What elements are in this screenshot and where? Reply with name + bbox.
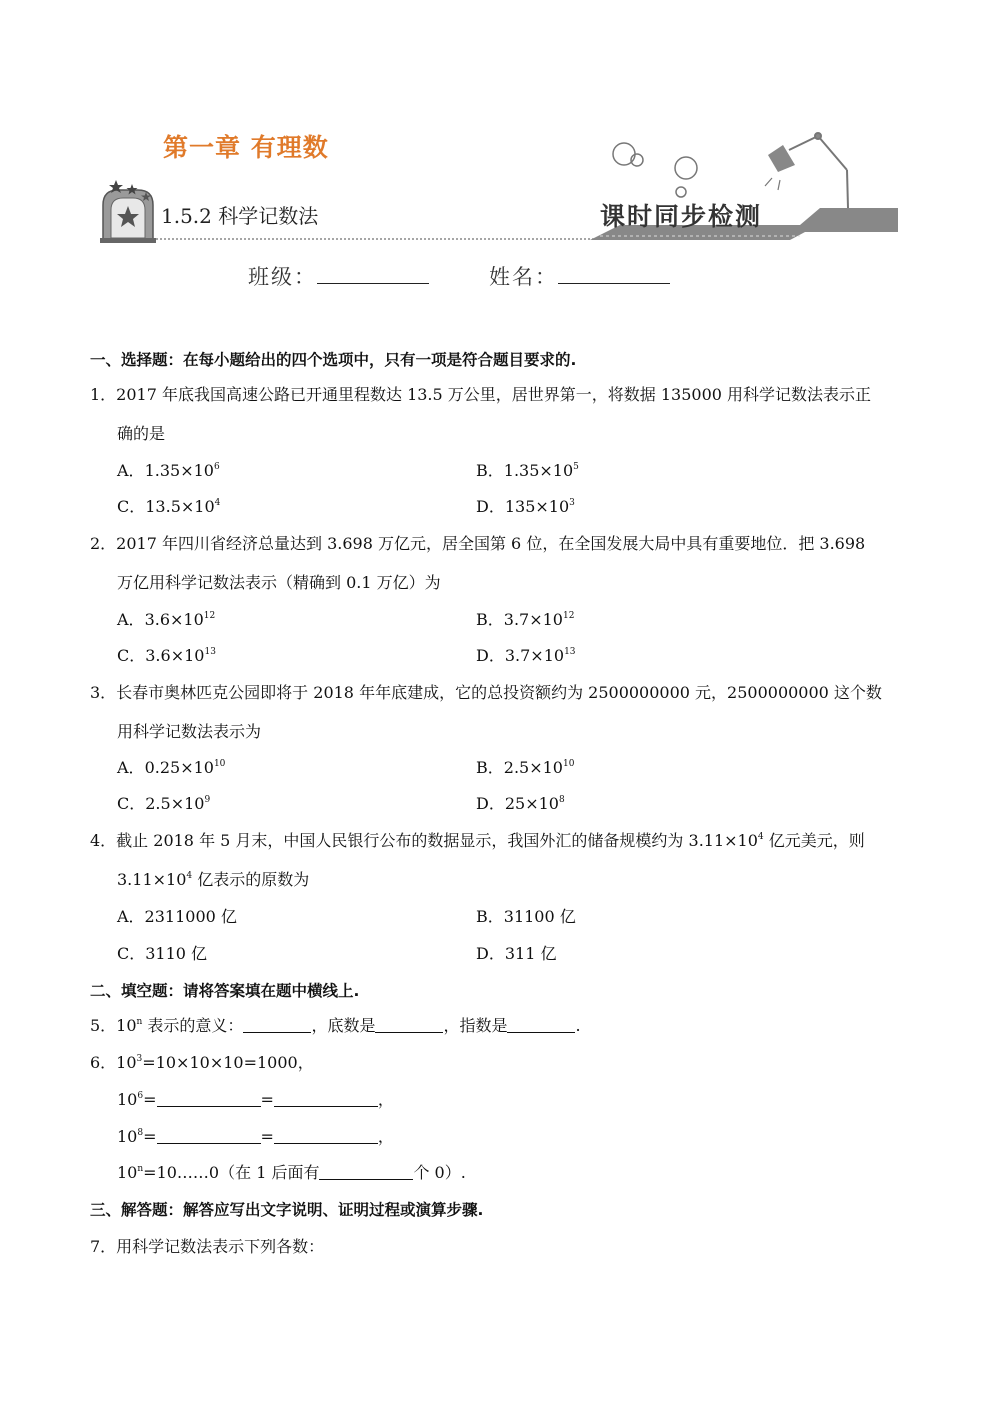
q4-option-d[interactable]: D．311 亿 [476, 944, 557, 963]
q5-blank-meaning[interactable] [243, 1016, 311, 1033]
q4-line2-post: 亿表示的原数为 [192, 870, 310, 889]
q4-line2-exp: 4 [186, 871, 193, 881]
q1-option-c[interactable] [117, 496, 220, 518]
q3-option-a-label: A． [117, 758, 145, 777]
q2-option-c[interactable] [117, 645, 216, 667]
q1-option-a-exp: 6 [213, 462, 220, 472]
q3-option-b[interactable] [476, 757, 574, 779]
q2-option-c-exp: 13 [204, 647, 216, 657]
q2-option-d-label: D． [476, 646, 505, 665]
q6-l3-exp: 8 [137, 1128, 144, 1138]
class-blank[interactable] [317, 263, 429, 284]
q6-l3-eq1: = [143, 1127, 157, 1146]
q4-line1-pre: 4．截止 2018 年 5 月末，中国人民银行公布的数据显示，我国外汇的储备规模约为 3.11×10 [90, 831, 758, 850]
q6-l2-comma: ， [377, 1090, 394, 1109]
q2-option-a-base: 3.6×10 [144, 610, 204, 629]
question-7-text: 7．用科学记数法表示下列各数： [90, 1237, 325, 1256]
section-heading-fill: 二、填空题：请将答案填在题中横线上. [90, 982, 360, 1000]
class-field [248, 261, 429, 291]
q6-l4-blank[interactable] [319, 1163, 413, 1180]
q6-l3-blank-2[interactable] [274, 1127, 378, 1144]
q1-option-c-label: C． [117, 497, 146, 516]
q3-option-d[interactable] [476, 793, 565, 815]
q6-l1-exp: 3 [136, 1054, 143, 1064]
q5-t1: 表示的意义： [142, 1016, 244, 1035]
q3-option-d-exp: 8 [558, 795, 565, 805]
q4-option-c[interactable]: C．3110 亿 [117, 944, 208, 963]
q4-option-b[interactable]: B．31100 亿 [476, 907, 576, 926]
q2-option-b-exp: 12 [562, 611, 575, 621]
q1-option-d-base: 135×10 [504, 497, 570, 516]
question-6-line-4 [117, 1162, 466, 1184]
question-1-text-cont: 确的是 [117, 424, 166, 443]
question-2-text-cont: 万亿用科学记数法表示（精确到 0.1 万亿）为 [117, 573, 441, 592]
q1-option-a-label: A． [117, 461, 145, 480]
q5-t4: . [575, 1016, 581, 1035]
q6-l2-blank-1[interactable] [157, 1090, 261, 1107]
q6-l3-base: 10 [117, 1127, 138, 1146]
q6-l2-eq2: = [260, 1090, 274, 1109]
q1-option-d[interactable] [476, 496, 575, 518]
q4-line1-exp: 4 [757, 832, 764, 842]
q5-pre: 5．10 [90, 1016, 137, 1035]
q3-option-d-base: 25×10 [504, 794, 559, 813]
q1-option-a-base: 1.35×10 [144, 461, 214, 480]
q6-l2-blank-2[interactable] [274, 1090, 378, 1107]
q3-option-c[interactable] [117, 793, 210, 815]
q2-option-d-base: 3.7×10 [504, 646, 565, 665]
question-3-text: 3．长春市奥林匹克公园即将于 2018 年年底建成，它的总投资额约为 2500000000 元，2500000000 这个数 [90, 683, 882, 702]
question-4-text [90, 830, 865, 852]
desk-lamp-icon [765, 133, 848, 208]
name-field [489, 261, 670, 291]
header-decoration [0, 0, 993, 300]
q5-blank-base[interactable] [375, 1016, 443, 1033]
q6-l4-mid: =10……0（在 1 后面有 [143, 1163, 320, 1182]
q2-option-d[interactable] [476, 645, 576, 667]
q1-option-b-base: 1.35×10 [503, 461, 574, 480]
section-title: 1.5.2 科学记数法 [161, 204, 319, 228]
q2-option-a[interactable] [117, 609, 215, 631]
star-badge-icon [100, 180, 156, 243]
q2-option-b-base: 3.7×10 [503, 610, 563, 629]
q4-line2-pre: 3.11×10 [117, 870, 187, 889]
q2-option-a-exp: 12 [203, 611, 216, 621]
q1-option-a[interactable] [117, 460, 220, 482]
name-label: 姓名： [489, 265, 558, 289]
q3-option-b-base: 2.5×10 [503, 758, 563, 777]
q2-option-c-label: C． [117, 646, 146, 665]
q6-l4-base: 10 [117, 1163, 138, 1182]
q6-l1-post: =10×10×10=1000， [142, 1053, 314, 1072]
q3-option-a-base: 0.25×10 [144, 758, 214, 777]
q4-option-a[interactable]: A．2311000 亿 [117, 907, 237, 926]
section-heading-solve: 三、解答题：解答应写出文字说明、证明过程或演算步骤. [90, 1201, 484, 1219]
chapter-title: 第一章 有理数 [163, 133, 329, 162]
q2-option-c-base: 3.6×10 [145, 646, 205, 665]
bubbles-icon [613, 143, 697, 197]
question-3-text-cont: 用科学记数法表示为 [117, 722, 262, 741]
question-2-text: 2．2017 年四川省经济总量达到 3.698 万亿元，居全国第 6 位，在全国发展大局中具有重要地位．把 3.698 [90, 534, 866, 553]
section-heading-choice: 一、选择题：在每小题给出的四个选项中，只有一项是符合题目要求的. [90, 351, 577, 369]
q3-option-b-label: B． [476, 758, 504, 777]
question-6-line-1 [90, 1052, 314, 1074]
q3-option-c-label: C． [117, 794, 146, 813]
q6-l4-end: 个 0）. [413, 1163, 466, 1182]
q6-l2-eq1: = [143, 1090, 157, 1109]
q3-option-d-label: D． [476, 794, 505, 813]
q1-option-d-label: D． [476, 497, 505, 516]
q6-l2-base: 10 [117, 1090, 138, 1109]
question-1-text: 1．2017 年底我国高速公路已开通里程数达 13.5 万公里，居世界第一，将数据 135000 用科学记数法表示正 [90, 385, 872, 404]
question-6-line-3 [117, 1126, 394, 1148]
banner-title: 课时同步检测 [600, 202, 763, 231]
class-label: 班级： [248, 265, 317, 289]
question-6-line-2 [117, 1089, 394, 1111]
q5-blank-exponent[interactable] [507, 1016, 575, 1033]
q2-option-b[interactable] [476, 609, 574, 631]
q2-option-a-label: A． [117, 610, 145, 629]
name-blank[interactable] [558, 263, 670, 284]
q4-line1-post: 亿元美元，则 [763, 831, 865, 850]
q1-option-b-label: B． [476, 461, 504, 480]
q3-option-c-base: 2.5×10 [145, 794, 205, 813]
q6-l3-comma: ， [377, 1127, 394, 1146]
q1-option-c-exp: 4 [214, 498, 221, 508]
q3-option-a-exp: 10 [213, 759, 226, 769]
q1-option-c-base: 13.5×10 [145, 497, 215, 516]
q6-l1-pre: 6．10 [90, 1053, 137, 1072]
question-4-text-cont [117, 869, 309, 891]
q5-t3: ，指数是 [443, 1016, 508, 1035]
q3-option-c-exp: 9 [204, 795, 211, 805]
q1-option-d-exp: 3 [569, 498, 575, 508]
q1-option-b[interactable] [476, 460, 579, 482]
question-5 [90, 1015, 581, 1037]
q3-option-a[interactable] [117, 757, 225, 779]
q2-option-b-label: B． [476, 610, 504, 629]
q1-option-b-exp: 5 [573, 462, 579, 472]
q6-l3-eq2: = [260, 1127, 274, 1146]
q5-exp: n [136, 1017, 143, 1027]
q6-l3-blank-1[interactable] [157, 1127, 261, 1144]
q3-option-b-exp: 10 [562, 759, 575, 769]
q6-l4-exp: n [137, 1164, 144, 1174]
q6-l2-exp: 6 [137, 1091, 144, 1101]
q5-t2: ，底数是 [311, 1016, 376, 1035]
q2-option-d-exp: 13 [564, 647, 576, 657]
